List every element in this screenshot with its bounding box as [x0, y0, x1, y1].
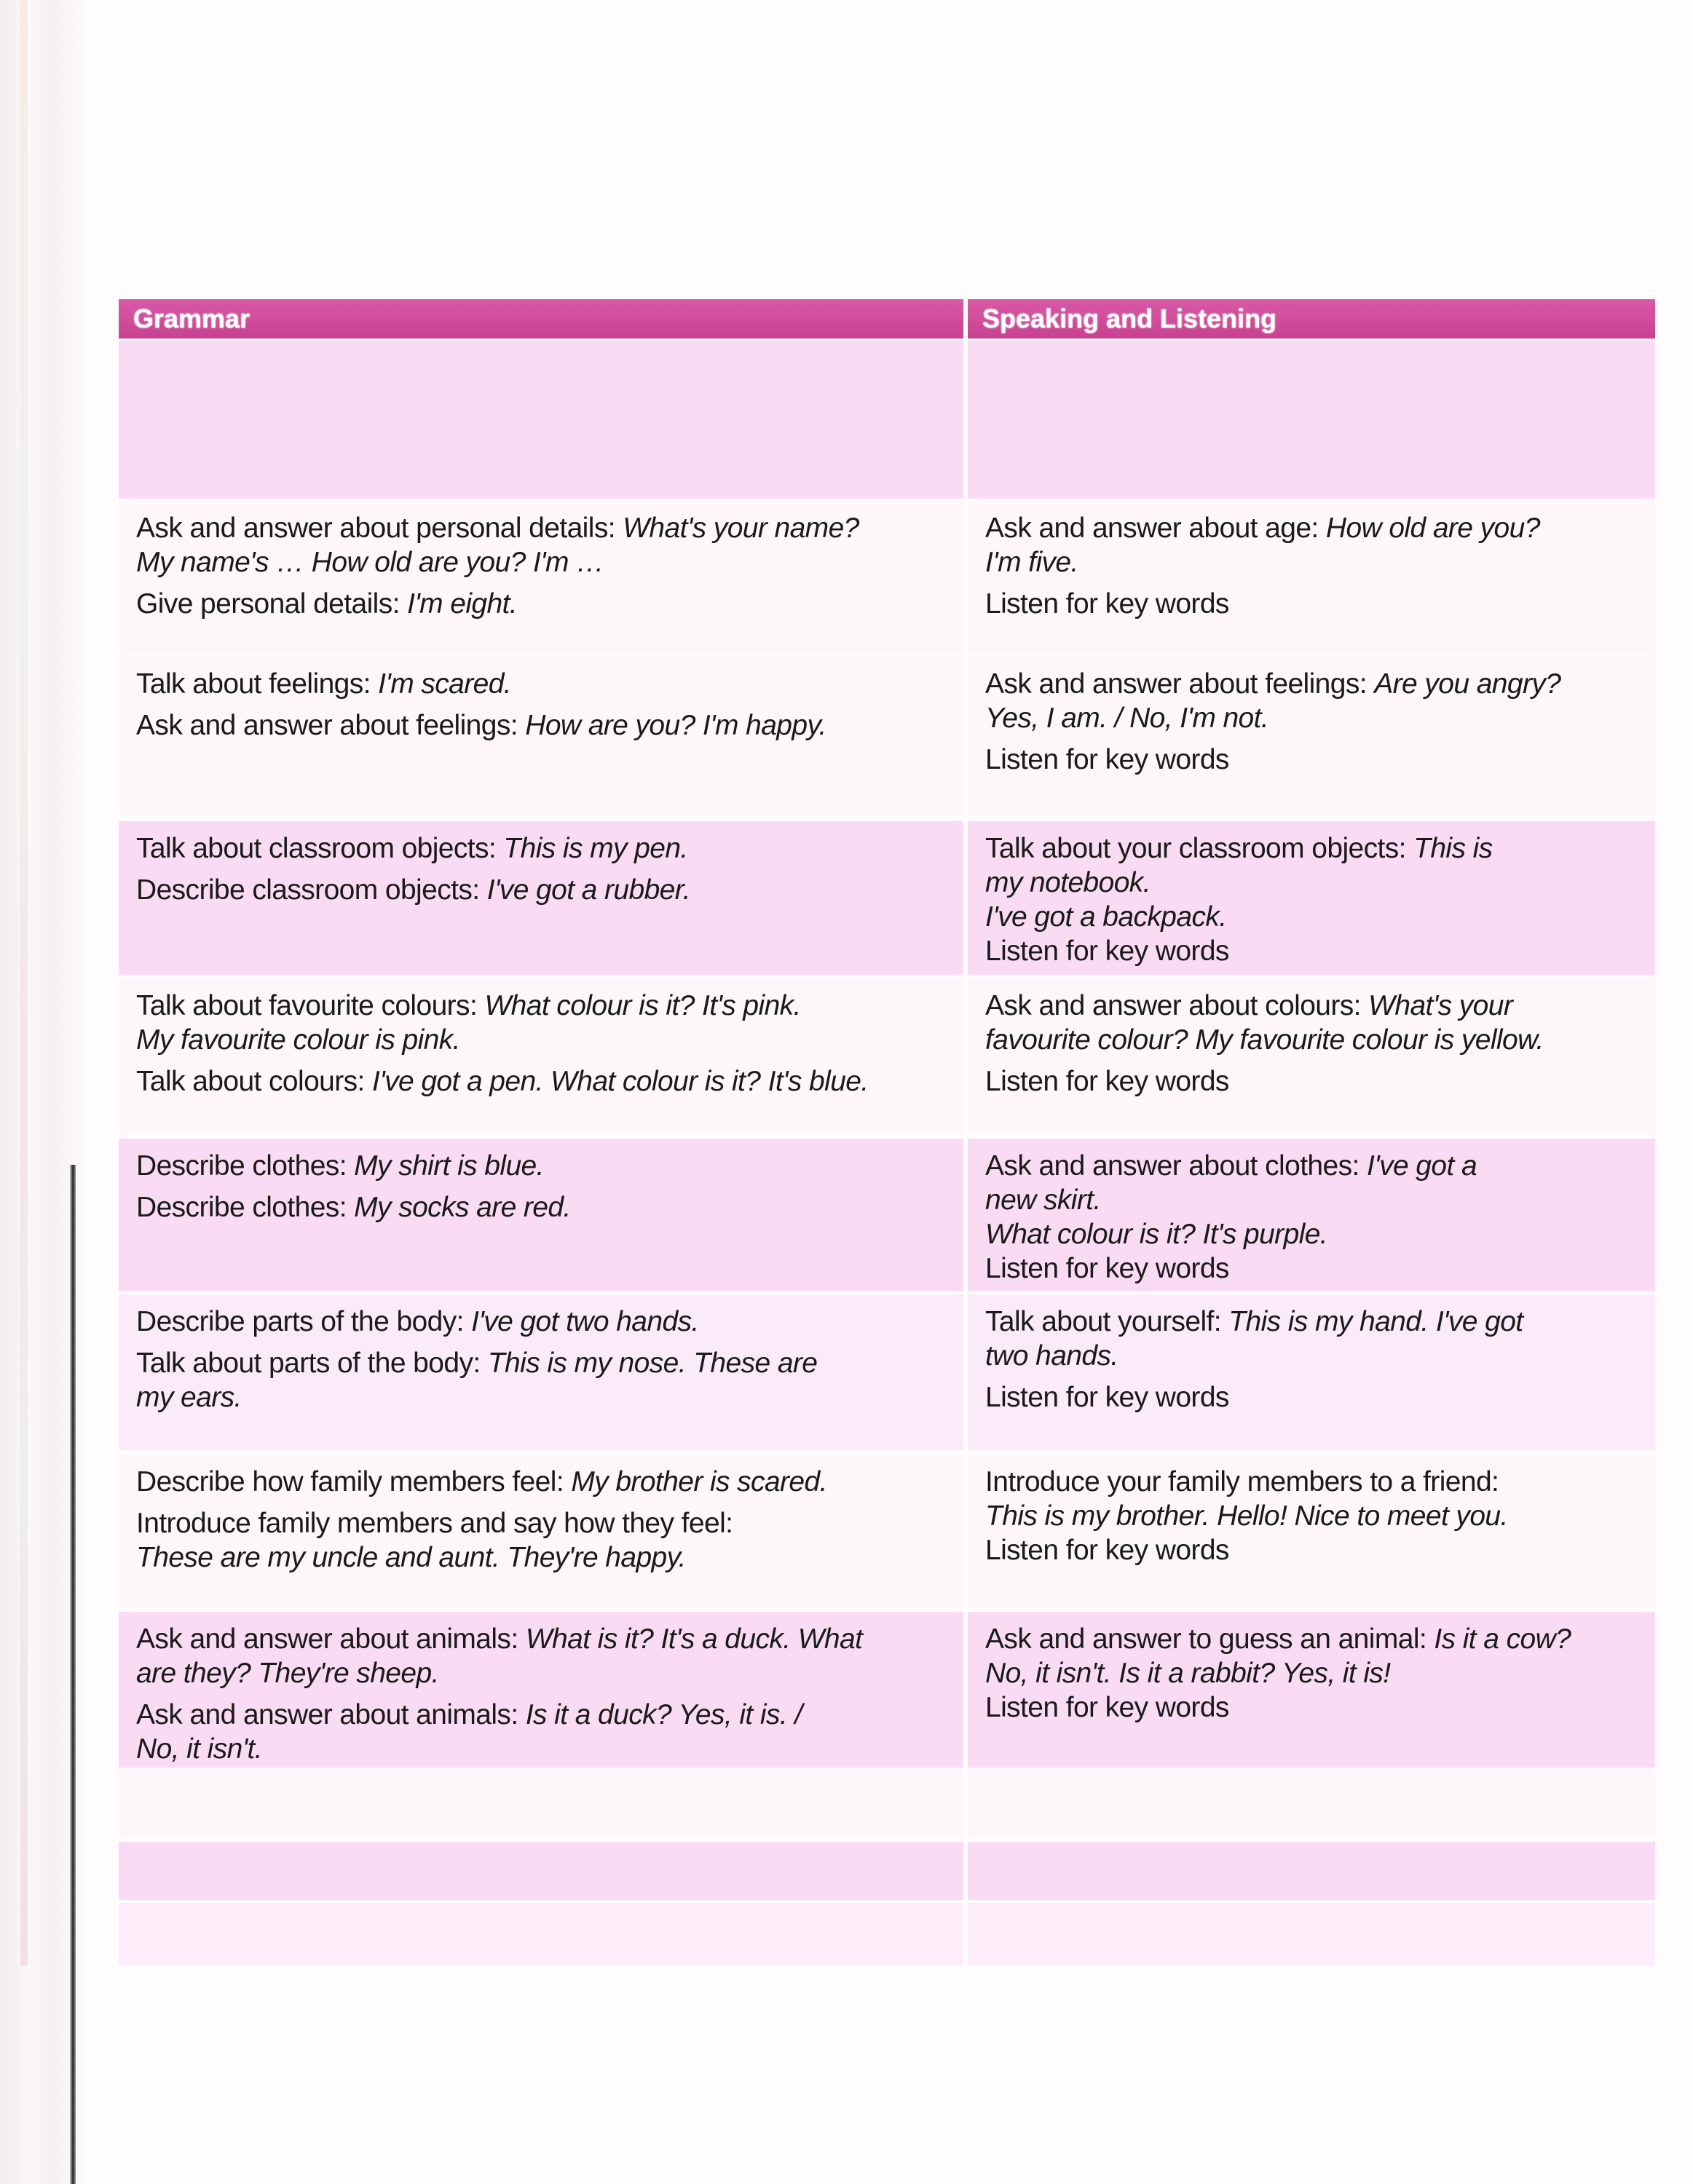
cell-line [136, 708, 963, 743]
skill-label: Give personal details: [136, 588, 408, 620]
skill-label: Introduce family members and say how they feel: [136, 1508, 733, 1539]
example-phrase: How old are you? [1325, 513, 1540, 544]
table-row-blank [119, 1770, 1655, 1837]
skill-label: Ask and answer about clothes: [985, 1150, 1367, 1182]
cell-line [136, 667, 963, 701]
table-row [119, 1139, 1655, 1291]
cell-line [136, 1465, 963, 1499]
table-row-blank [119, 1903, 1655, 1966]
example-phrase: This is [1413, 833, 1493, 864]
table-row-blank [119, 1842, 1655, 1900]
cell-line [136, 1506, 963, 1540]
skill-label: Talk about yourself: [985, 1306, 1229, 1337]
cell-line [985, 1339, 1655, 1373]
cell-line [985, 1217, 1655, 1251]
skill-label: Ask and answer about feelings: [985, 668, 1375, 700]
speaking-cell [968, 1612, 1655, 1768]
example-phrase: I've got a pen. What colour is it? It's blue. [372, 1066, 869, 1097]
speaking-cell [968, 501, 1655, 654]
cell-line [136, 1305, 963, 1339]
cell-line [136, 831, 963, 866]
skill-label: Ask and answer about animals: [136, 1623, 526, 1655]
example-phrase: Is it a duck? Yes, it is. / [525, 1699, 802, 1730]
skill-label: Introduce your family members to a friend: [985, 1466, 1499, 1497]
skill-label: Listen for key words [985, 1535, 1229, 1566]
cell-line [985, 1690, 1655, 1725]
skill-label: Talk about parts of the body: [136, 1348, 488, 1379]
cell-line [985, 1251, 1655, 1286]
cell-line [136, 1346, 963, 1380]
example-phrase: I'm eight. [407, 588, 518, 620]
skill-label: Ask and answer about animals: [136, 1699, 526, 1730]
example-phrase: I'm scared. [378, 668, 512, 700]
cell-line [985, 1656, 1655, 1690]
example-phrase: My name's … How old are you? I'm … [136, 547, 604, 578]
skill-label: Ask and answer about colours: [985, 990, 1369, 1021]
table-row [119, 501, 1655, 654]
skill-label: Describe how family members feel: [136, 1466, 572, 1497]
grammar-cell [119, 1139, 963, 1291]
example-phrase: I've got a [1366, 1150, 1477, 1182]
cell-line [136, 1656, 963, 1690]
example-phrase: What colour is it? It's purple. [985, 1219, 1328, 1250]
cell-line [136, 1149, 963, 1183]
example-phrase: This is my nose. These are [487, 1348, 818, 1379]
example-phrase: Are you angry? [1374, 668, 1561, 700]
example-phrase: This is my brother. Hello! Nice to meet you. [985, 1500, 1508, 1532]
cell-line [136, 545, 963, 579]
cell-line [136, 1190, 963, 1224]
skill-label: Listen for key words [985, 744, 1229, 775]
cell-line [985, 866, 1655, 900]
skill-label: Listen for key words [985, 1253, 1229, 1284]
grammar-cell [119, 657, 963, 815]
skill-label: Ask and answer about age: [985, 513, 1326, 544]
speaking-cell [968, 1139, 1655, 1291]
skill-label: Talk about colours: [136, 1066, 373, 1097]
skill-label: Listen for key words [985, 588, 1229, 620]
skill-label: Describe parts of the body: [136, 1306, 472, 1337]
example-phrase: favourite colour? My favourite colour is yellow. [985, 1024, 1544, 1056]
cell-line [985, 1149, 1655, 1183]
table-row [119, 1455, 1655, 1607]
example-phrase: How are you? I'm happy. [525, 710, 826, 741]
example-phrase: Yes, I am. / No, I'm not. [985, 703, 1269, 734]
skill-label: Listen for key words [985, 1692, 1229, 1723]
cell-line [985, 511, 1655, 545]
cell-line [985, 667, 1655, 701]
example-phrase: This is my hand. I've got [1228, 1306, 1523, 1337]
skill-label: Ask and answer to guess an animal: [985, 1623, 1434, 1655]
example-phrase: What's your name? [623, 513, 859, 544]
cell-line [136, 873, 963, 907]
cell-line [985, 1622, 1655, 1656]
table-row [119, 657, 1655, 815]
skill-label: Describe clothes: [136, 1150, 355, 1182]
example-phrase: new skirt. [985, 1184, 1101, 1216]
example-phrase: My brother is scared. [571, 1466, 827, 1497]
cell-line [985, 1305, 1655, 1339]
grammar-cell [119, 1612, 963, 1768]
cell-line [985, 1465, 1655, 1499]
example-phrase: my notebook. [985, 867, 1151, 898]
skill-label: Listen for key words [985, 1066, 1229, 1097]
skill-label: Listen for key words [985, 935, 1229, 967]
example-phrase: are they? They're sheep. [136, 1658, 439, 1689]
page-edge-strip [20, 0, 28, 1966]
skill-label: Describe clothes: [136, 1192, 355, 1223]
speaking-cell [968, 978, 1655, 1134]
example-phrase: My favourite colour is pink. [136, 1024, 460, 1056]
speaking-cell [968, 657, 1655, 815]
table-row [119, 978, 1655, 1134]
example-phrase: two hands. [985, 1340, 1118, 1372]
skill-label: Talk about your classroom objects: [985, 833, 1414, 864]
grammar-cell [119, 501, 963, 654]
cell-line [136, 1064, 963, 1099]
cell-line [985, 934, 1655, 968]
example-phrase: I've got two hands. [471, 1306, 699, 1337]
grammar-cell [119, 1294, 963, 1450]
cell-line [985, 545, 1655, 579]
skill-label: Talk about favourite colours: [136, 990, 485, 1021]
grammar-cell [119, 1455, 963, 1607]
example-phrase: No, it isn't. [136, 1733, 263, 1765]
example-phrase: My shirt is blue. [354, 1150, 544, 1182]
cell-line [985, 1499, 1655, 1533]
table-row [119, 1294, 1655, 1450]
skill-label: Ask and answer about feelings: [136, 710, 526, 741]
skill-label: Ask and answer about personal details: [136, 513, 623, 544]
skill-label: Talk about classroom objects: [136, 833, 504, 864]
cell-line [985, 900, 1655, 934]
cell-line [136, 1380, 963, 1415]
example-phrase: My socks are red. [354, 1192, 571, 1223]
cell-line [136, 1698, 963, 1732]
cell-line [136, 587, 963, 621]
example-phrase: I've got a backpack. [985, 901, 1227, 933]
example-phrase: These are my uncle and aunt. They're happy. [136, 1542, 686, 1573]
cell-line [985, 1380, 1655, 1415]
table-row [119, 821, 1655, 975]
cell-line [985, 1183, 1655, 1217]
example-phrase: I'm five. [985, 547, 1078, 578]
cell-line [136, 1540, 963, 1575]
table-row [119, 1612, 1655, 1768]
cell-line [136, 989, 963, 1023]
table-row-blank [119, 341, 1655, 499]
header-grammar: Grammar [119, 299, 963, 339]
cell-line [136, 1732, 963, 1766]
example-phrase: What's your [1368, 990, 1513, 1021]
cell-line [136, 511, 963, 545]
cell-line [985, 1064, 1655, 1099]
example-phrase: my ears. [136, 1382, 242, 1413]
cell-line [985, 831, 1655, 866]
example-phrase: What is it? It's a duck. What [525, 1623, 863, 1655]
cell-line [985, 1023, 1655, 1057]
speaking-cell [968, 1455, 1655, 1607]
example-phrase: Is it a cow? [1434, 1623, 1571, 1655]
cell-line [985, 989, 1655, 1023]
speaking-cell [968, 1294, 1655, 1450]
cell-line [985, 1533, 1655, 1567]
example-phrase: This is my pen. [503, 833, 688, 864]
example-phrase: What colour is it? It's pink. [484, 990, 801, 1021]
cell-line [985, 701, 1655, 735]
cell-line [985, 743, 1655, 777]
example-phrase: No, it isn't. Is it a rabbit? Yes, it is! [985, 1658, 1391, 1689]
speaking-cell [968, 821, 1655, 975]
cell-line [985, 587, 1655, 621]
binding-edge [70, 1165, 76, 2184]
header-speaking-listening: Speaking and Listening [968, 299, 1655, 339]
skill-label: Describe classroom objects: [136, 874, 487, 906]
grammar-cell [119, 821, 963, 975]
skill-label: Talk about feelings: [136, 668, 379, 700]
grammar-cell [119, 978, 963, 1134]
example-phrase: I've got a rubber. [486, 874, 690, 906]
skill-label: Listen for key words [985, 1382, 1229, 1413]
cell-line [136, 1023, 963, 1057]
cell-line [136, 1622, 963, 1656]
